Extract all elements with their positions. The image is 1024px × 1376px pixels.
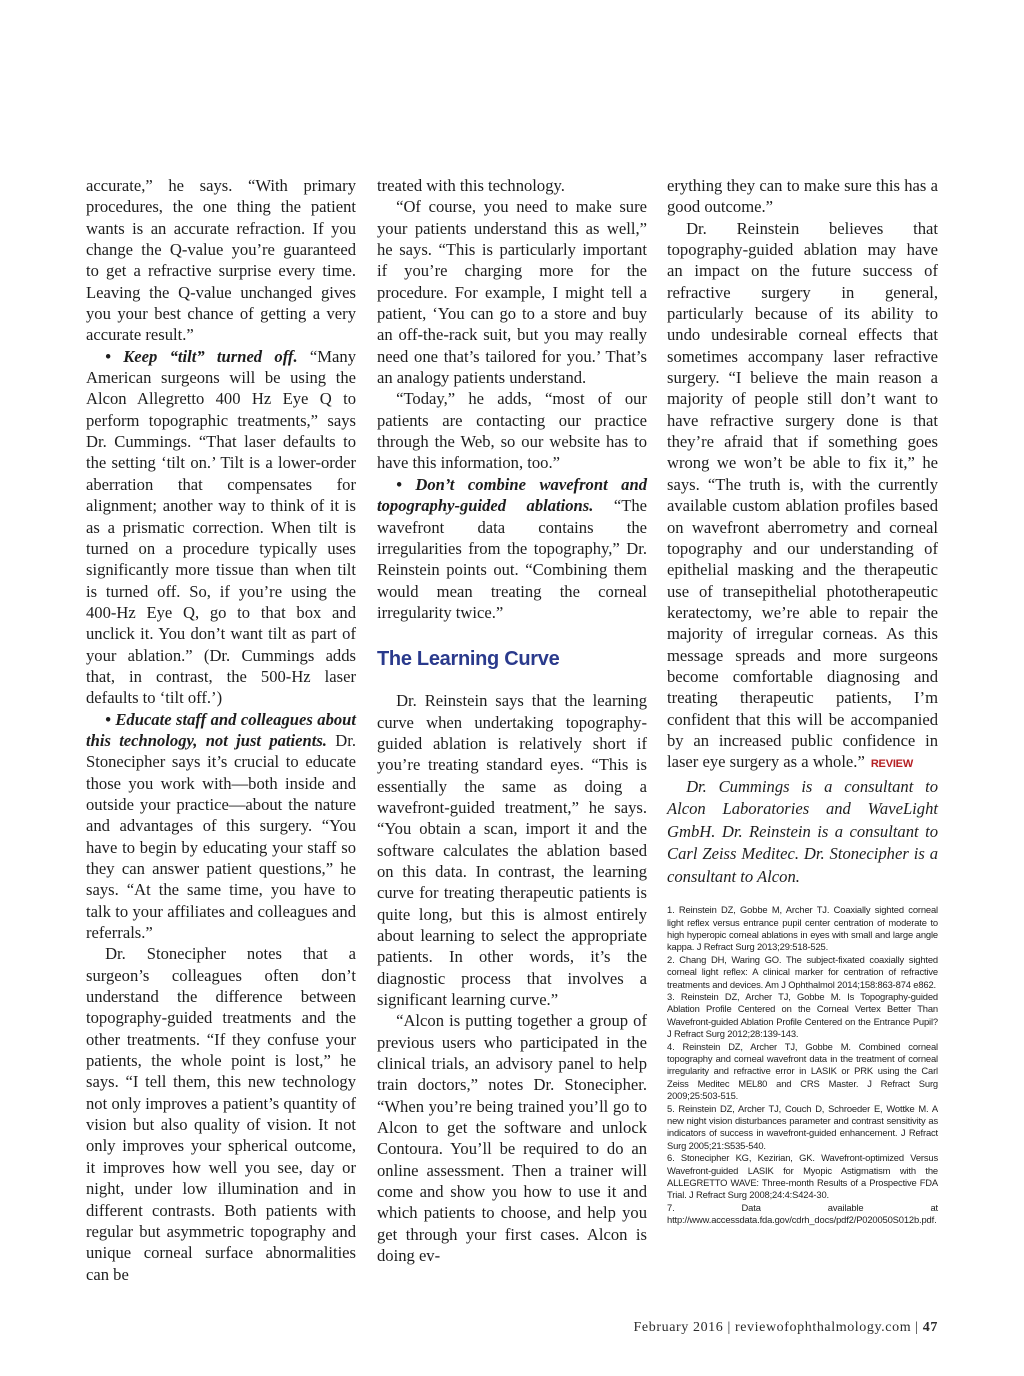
page-footer xyxy=(634,1320,938,1336)
paragraph: “Of course, you need to make sure your patients understand this as well,” he says. “This is particularly important if you’re charging more for the procedure. For example, I might tell a patient, ‘You can go to a store and buy an off-the-rack suit, but you may really need one that’s tailored for you.’ That’s an analogy patients understand. xyxy=(377,197,647,388)
paragraph: “Alcon is putting together a group of previous users who participated in the clinical trials, an advisory panel to help train doctors,” notes Dr. Stonecipher. “When you’re being trained you’ll go to Alcon to get the software and unlock Contoura. You’ll be required to do an online assessment. Then a trainer will come and show you how to use it and which patients to choose, and help you get through your first cases. Alcon is doing ev- xyxy=(377,1011,647,1266)
paragraph-text: Dr. Reinstein believes that topography-guided ablation may have an impact on the future success of refractive surgery in general, particularly because of its ability to undo undesirable corneal effects that sometimes accompany laser refractive surgery. “I believe the main reason a majority of people still don’t want to have refractive surgery done is that they’re afraid that if something goes wrong we won’t be able to fix it,” he says. “The truth is, with the currently available custom ablation profiles based on wavefront aberrometry and corneal topography and our understanding of epithelial masking and the therapeutic use of transepithelial phototherapeutic keratectomy, we’re able to repair the majority of irregular corneas. As this message spreads and more surgeons become comfortable diagnosing and treating therapeutic patients, I’m confident that this will be accompanied by an increased public confidence in laser eye surgery as a whole.” xyxy=(667,218,938,772)
section-heading: The Learning Curve xyxy=(377,648,560,671)
footer-publication: February 2016 | reviewofophthalmology.com | xyxy=(633,1320,923,1335)
bullet-heading: • Don’t combine wavefront and topography-guided ablations. xyxy=(377,474,647,516)
reference-item: 2. Chang DH, Waring GO. The subject-fixated coaxially sighted corneal light reflex: A clinical marker for centration of refractive treatments and devices. Am J Ophthalmol 2014;158:863-874 e862. xyxy=(667,953,938,990)
paragraph: Dr. Reinstein says that the learning curve when undertaking topography-guided ablation is relatively short if you’re treating standard eyes. “This is essentially the same as doing a wavefront-guided treatment,” he says. “You obtain a scan, import it and the software calculates the ablation based on this data. In contrast, the learning curve for treating therapeutic patients is quite long, but this is almost entirely about learning to select the appropriate patients. In other words, it’s the diagnostic process that involves a significant learning curve.” xyxy=(377,691,647,1010)
paragraph: “Today,” he adds, “most of our patients are contacting our practice through the Web, so our website has to have this information, too.” xyxy=(377,389,647,473)
paragraph: accurate,” he says. “With primary procedures, the one thing the patient wants is an accurate refraction. If you change the Q-value you’re guaranteed to get a refractive surprise every time. Leaving the Q-value unchanged gives you your best chance of getting a very accurate result.” xyxy=(86,176,356,345)
reference-item: 4. Reinstein DZ, Archer TJ, Gobbe M. Combined corneal topography and corneal wavefront data in the treatment of corneal irregularity and refractive error in LASIK or PRK using the Carl Zeiss Meditec MEL80 and CRS Master. J Refract Surg 2009;25:503-515. xyxy=(667,1040,938,1102)
paragraph: Dr. Stonecipher notes that a surgeon’s colleagues often don’t understand the difference between topography-guided treatments and the other treatments. “If they confuse your patients, the whole point is lost,” he says. “I tell them, this new technology not only improves a patient’s quantity of vision but also quality of vision. It not only improves your spherical outcome, it improves how well you see, day or night, under low illumination and in different contrasts. Both patients with regular but asymmetric topography and unique corneal surface abnormalities can be xyxy=(86,944,356,1284)
reference-item: 7. Data available at http://www.accessdata.fda.gov/cdrh_docs/pdf2/P020050S012b.pdf. xyxy=(667,1201,938,1226)
paragraph: erything they can to make sure this has a good outcome.” xyxy=(667,176,938,217)
reference-item: 5. Reinstein DZ, Archer TJ, Couch D, Schroeder E, Wottke M. A new night vision disturbances parameter and contrast sensitivity as indicators of success in wavefront-guided enhancement. J Refract Surg 2005;21:S535-540. xyxy=(667,1102,938,1151)
article-column-2 xyxy=(377,175,647,1267)
article-column-1 xyxy=(86,175,356,1285)
disclosure-note: Dr. Cummings is a consultant to Alcon Laboratories and WaveLight GmbH. Dr. Reinstein is a consultant to Carl Zeiss Meditec. Dr. Stonecipher is a consultant to Alcon. xyxy=(667,776,938,886)
bullet-text: Dr. Stonecipher says it’s crucial to educate those you work with—both inside and outside your practice—about the nature and advantages of this surgery. “You have to begin by educating your staff so they can answer patient questions,” he says. “At the same time, you have to talk to your affiliates and colleagues and referrals.” xyxy=(86,730,356,943)
article-column-3 xyxy=(667,175,938,1227)
page-number: 47 xyxy=(922,1320,938,1335)
bullet-text: “The wavefront data contains the irregularities from the topography,” Dr. Reinstein points out. “Combining them would mean treating the corneal irregularity twice.” xyxy=(377,496,647,622)
bullet-text: “Many American surgeons will be using the Alcon Allegretto 400 Hz Eye Q to perform topographic treatments,” says Dr. Cummings. “That laser defaults to the setting ‘tilt on.’ Tilt is a lower-order aberration that compensates for alignment; another way to think of it is as a prismatic correction. When tilt is turned on a procedure typically uses significantly more tissue than when tilt is turned off. So, if you’re using the 400-Hz Eye Q, go to that box and unclick it. You don’t want tilt as part of your ablation.” (Dr. Cummings adds that, in contrast, the 500-Hz laser defaults to ‘tilt off.’) xyxy=(86,346,356,708)
bullet-heading: • Educate staff and colleagues about this technology, not just patients. xyxy=(86,709,356,750)
bullet-paragraph xyxy=(377,474,647,623)
reference-item: 6. Stonecipher KG, Kezirian, GK. Wavefront-optimized Versus Wavefront-guided LASIK for Myopic Astigmatism with the ALLEGRETTO WAVE: Three-month Results of a Prospective FDA Trial. J Refract Surg 2008;24:4:S424-30. xyxy=(667,1152,938,1201)
bullet-heading: • Keep “tilt” turned off. xyxy=(105,346,298,366)
paragraph: treated with this technology. xyxy=(377,176,565,195)
reference-item: 3. Reinstein DZ, Archer TJ, Gobbe M. Is Topography-guided Ablation Profile Centered on the Corneal Vertex Better Than Wavefront-guided Ablation Profile Centered on the Entrance Pupil? J Refract Surg 2012;28:139-143. xyxy=(667,990,938,1040)
bullet-paragraph xyxy=(86,709,356,944)
references-list xyxy=(667,904,938,1227)
bullet-paragraph xyxy=(86,346,356,709)
paragraph xyxy=(667,218,938,776)
review-end-mark: REVIEW xyxy=(870,758,914,771)
reference-item: 1. Reinstein DZ, Gobbe M, Archer TJ. Coaxially sighted corneal light reflex versus entrance pupil center centration of moderate to high hyperopic corneal ablations in eyes with small and large angle kappa. J Refract Surg 2013;29:518-525. xyxy=(667,904,938,953)
